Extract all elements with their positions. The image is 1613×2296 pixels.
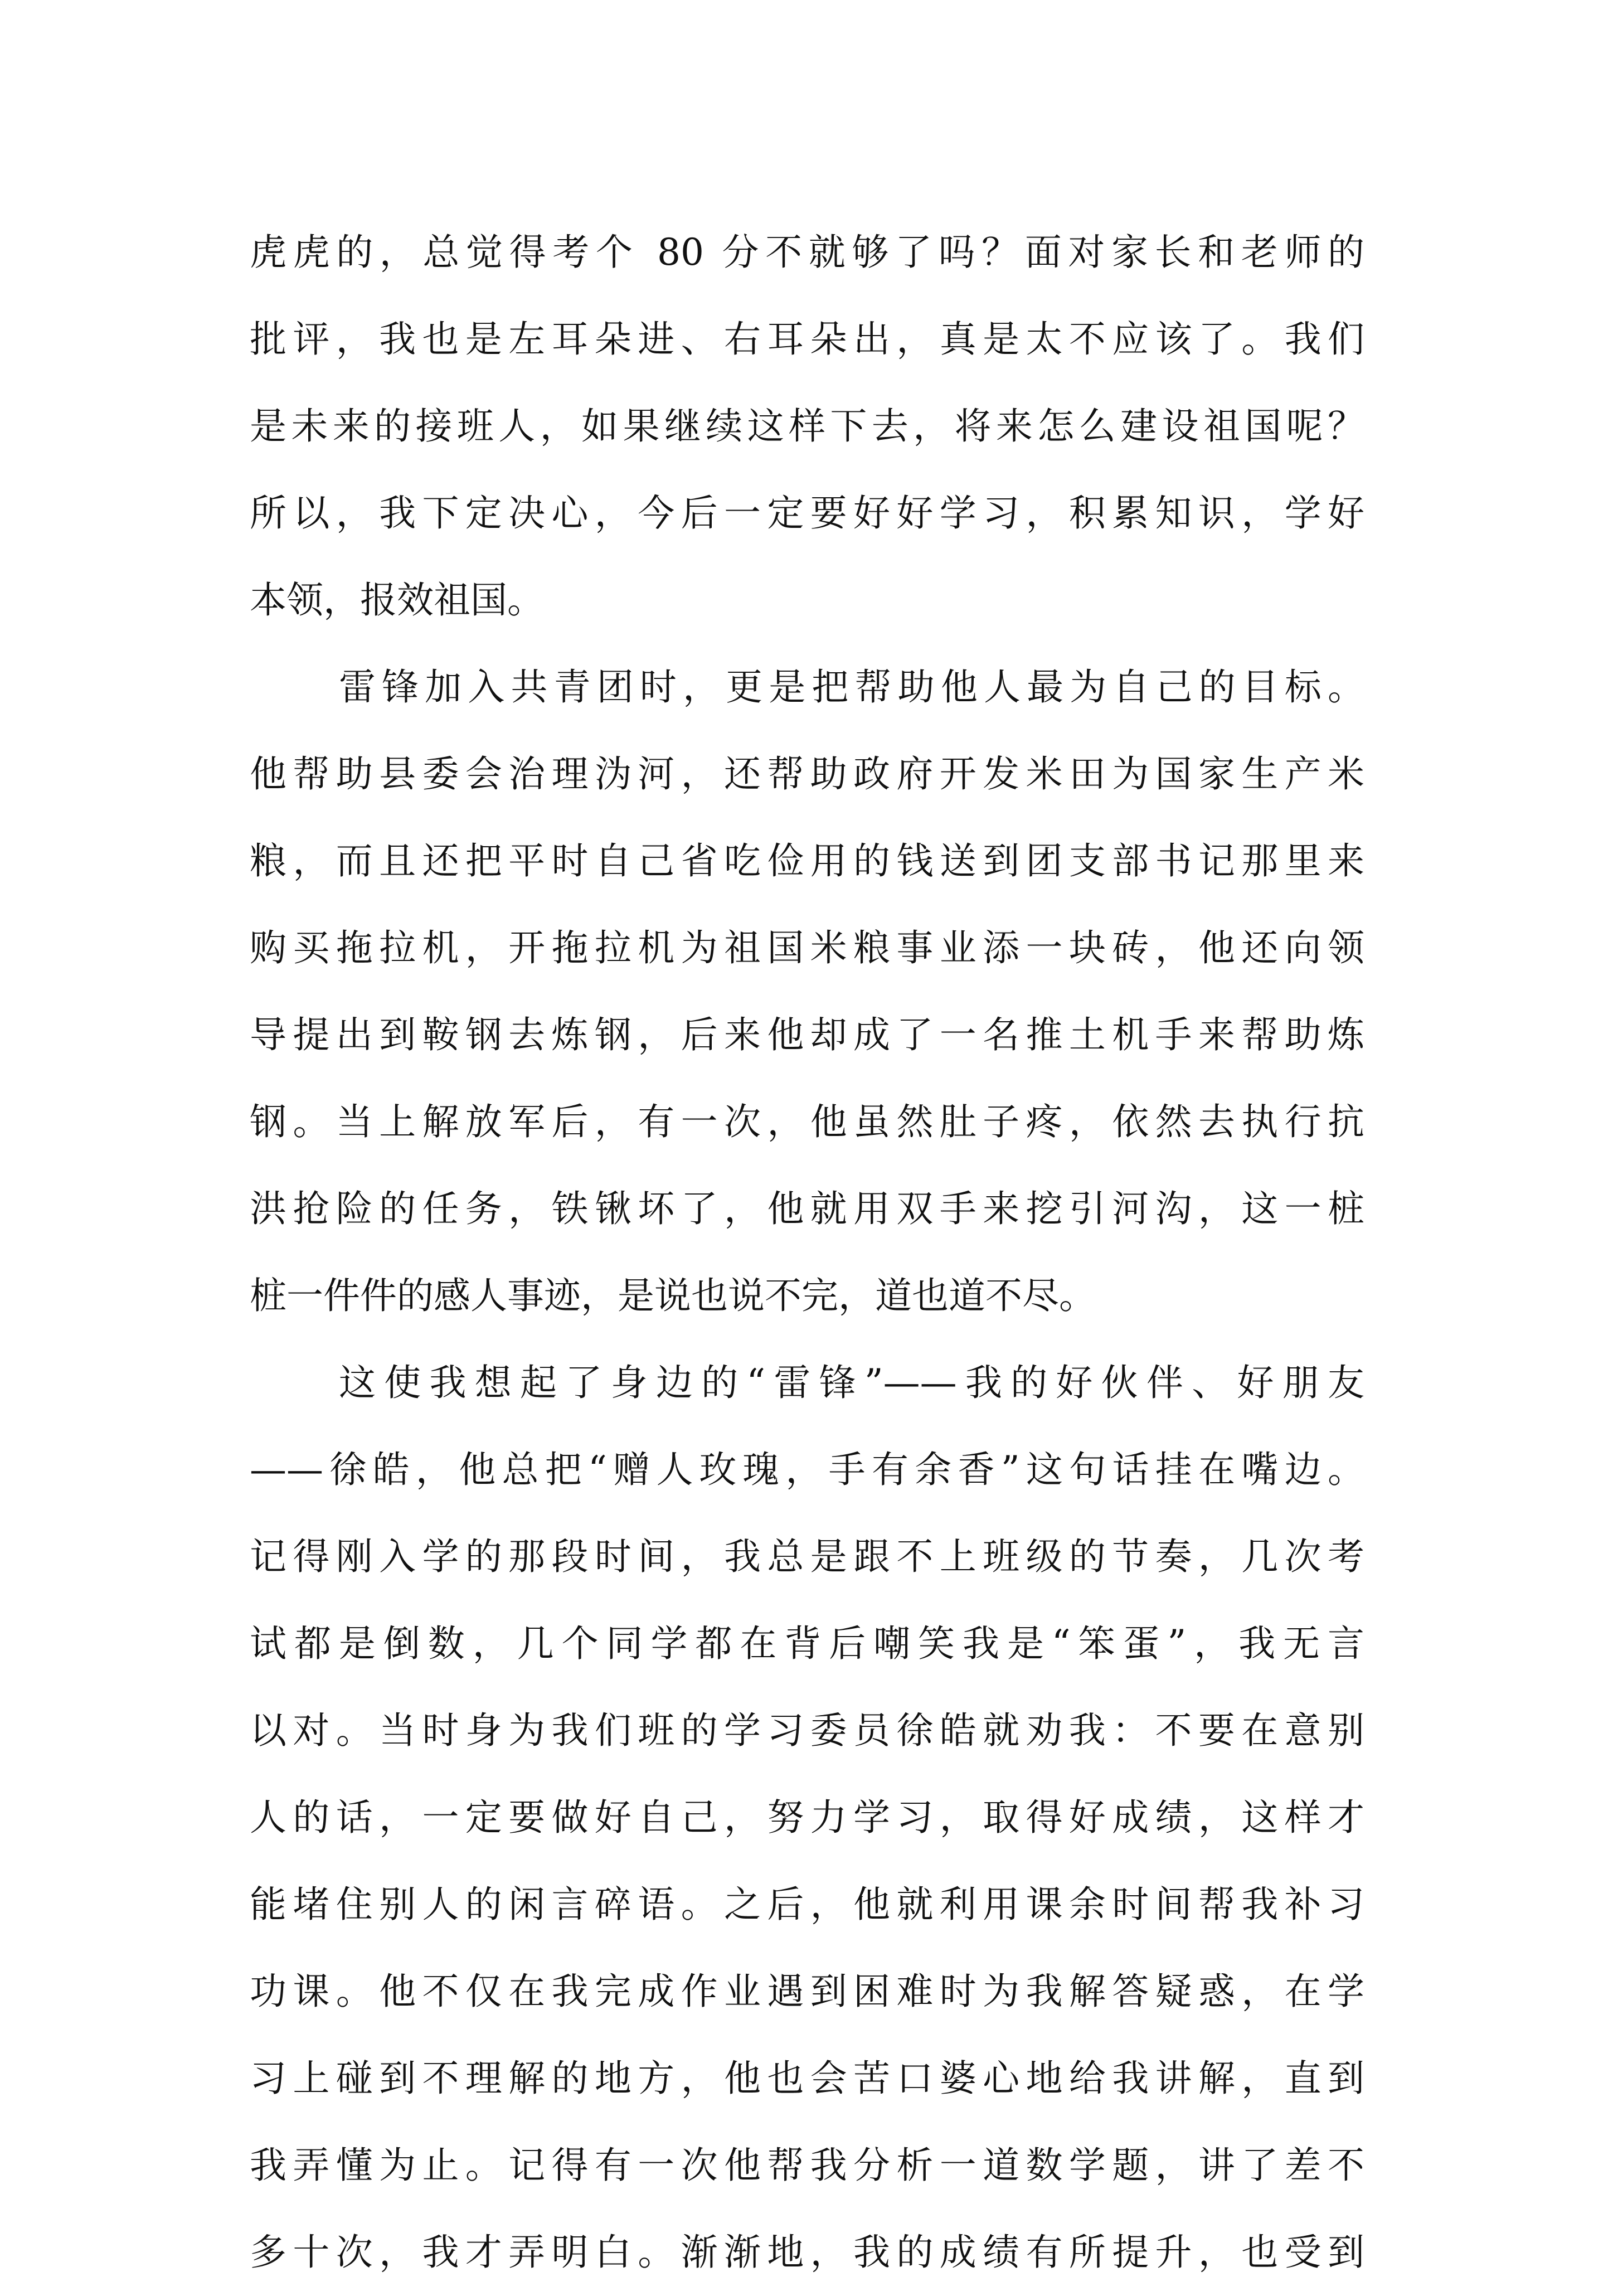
text-line: 人的话，一定要做好自己，努力学习，取得好成绩，这样才 bbox=[250, 1796, 1364, 1839]
text-line: 雷锋加入共青团时，更是把帮助他人最为自己的目标。 bbox=[339, 666, 1364, 708]
paragraph-continued bbox=[250, 209, 1364, 644]
text-line: 购买拖拉机，开拖拉机为祖国米粮事业添一块砖，他还向领 bbox=[250, 926, 1364, 969]
paragraph-lei-feng bbox=[250, 644, 1364, 1339]
text-line: 记得刚入学的那段时间，我总是跟不上班级的节奏，几次考 bbox=[250, 1535, 1364, 1578]
text-line: 这使我想起了身边的“雷锋”——我的好伙伴、好朋友 bbox=[339, 1361, 1364, 1404]
text-line: ——徐皓，他总把“赠人玫瑰，手有余香”这句话挂在嘴边。 bbox=[250, 1448, 1364, 1491]
paragraph-xu-hao bbox=[250, 1339, 1364, 2296]
text-line: 功课。他不仅在我完成作业遇到困难时为我解答疑惑，在学 bbox=[250, 1970, 1364, 2013]
text-line: 批评，我也是左耳朵进、右耳朵出，真是太不应该了。我们 bbox=[250, 318, 1364, 361]
text-line: 以对。当时身为我们班的学习委员徐皓就劝我：不要在意别 bbox=[250, 1709, 1364, 1752]
text-line: 多十次，我才弄明白。渐渐地，我的成绩有所提升，也受到 bbox=[250, 2231, 1364, 2274]
text-line: 粮，而且还把平时自己省吃俭用的钱送到团支部书记那里来 bbox=[250, 839, 1364, 882]
text-line: 导提出到鞍钢去炼钢，后来他却成了一名推土机手来帮助炼 bbox=[250, 1013, 1364, 1056]
text-line: 所以，我下定决心，今后一定要好好学习，积累知识，学好 bbox=[250, 492, 1364, 535]
text-line: 钢。当上解放军后，有一次，他虽然肚子疼，依然去执行抗 bbox=[250, 1100, 1364, 1143]
text-line: 能堵住别人的闲言碎语。之后，他就利用课余时间帮我补习 bbox=[250, 1883, 1364, 1926]
text-line: 习上碰到不理解的地方，他也会苦口婆心地给我讲解，直到 bbox=[250, 2057, 1364, 2100]
text-line: 洪抢险的任务，铁锹坏了，他就用双手来挖引河沟，这一桩 bbox=[250, 1187, 1364, 1230]
text-line: 桩一件件的感人事迹，是说也说不完，道也道不尽。 bbox=[250, 1274, 1096, 1317]
text-line: 试都是倒数，几个同学都在背后嘲笑我是“笨蛋”，我无言 bbox=[250, 1622, 1364, 1665]
text-line: 我弄懂为止。记得有一次他帮我分析一道数学题，讲了差不 bbox=[250, 2144, 1364, 2187]
text-line: 本领，报效祖国。 bbox=[250, 579, 544, 622]
text-line: 是未来的接班人，如果继续这样下去，将来怎么建设祖国呢？ bbox=[250, 405, 1364, 448]
text-line: 他帮助县委会治理沩河，还帮助政府开发米田为国家生产米 bbox=[250, 753, 1364, 795]
text-line: 虎虎的，总觉得考个 80 分不就够了吗？面对家长和老师的 bbox=[250, 231, 1364, 274]
body-text bbox=[250, 209, 1364, 2296]
